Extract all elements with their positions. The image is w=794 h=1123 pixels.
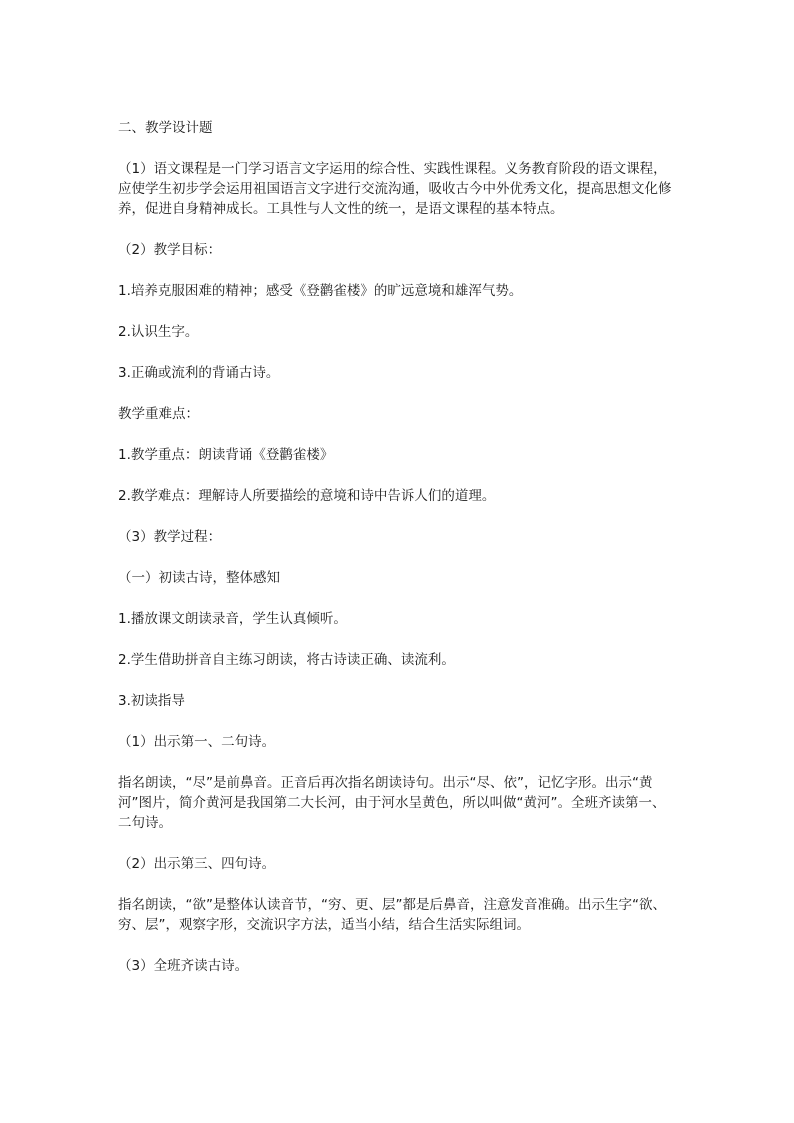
- paragraph-key-points-title: 教学重难点：: [118, 406, 199, 422]
- paragraph-sub-2-title: （2）出示第三、四句诗。: [118, 856, 276, 872]
- paragraph-step-2: 2.学生借助拼音自主练习朗读，将古诗读正确、读流利。: [118, 652, 455, 668]
- paragraph-objective-3: 3.正确或流利的背诵古诗。: [118, 365, 280, 381]
- paragraph-course-nature: （1）语文课程是一门学习语言文字运用的综合性、实践性课程。义务教育阶段的语文课程，应使学生初步学会运用祖国语言文字进行交流沟通，吸收古今中外优秀文化，提高思想文化修养，促进自身精神成长。工具性与人文性的统一，是语文课程的基本特点。: [118, 161, 672, 217]
- paragraph-difficult-point: 2.教学难点：理解诗人所要描绘的意境和诗中告诉人们的道理。: [118, 488, 496, 504]
- paragraph-objectives-title: （2）教学目标：: [118, 242, 222, 258]
- paragraph-sub-3-title: （3）全班齐读古诗。: [118, 958, 249, 974]
- document-body: [118, 118, 678, 997]
- paragraph-step-3: 3.初读指导: [118, 693, 185, 709]
- paragraph-sub-1-title: （1）出示第一、二句诗。: [118, 734, 276, 750]
- paragraph-key-point: 1.教学重点：朗读背诵《登鹳雀楼》: [118, 447, 334, 463]
- section-heading: 二、教学设计题: [118, 120, 213, 136]
- paragraph-process-title: （3）教学过程：: [118, 529, 222, 545]
- paragraph-stage-1-title: （一）初读古诗，整体感知: [118, 570, 280, 586]
- paragraph-objective-1: 1.培养克服困难的精神；感受《登鹳雀楼》的旷远意境和雄浑气势。: [118, 283, 523, 299]
- paragraph-objective-2: 2.认识生字。: [118, 324, 199, 340]
- paragraph-sub-1-body: 指名朗读，“尽”是前鼻音。正音后再次指名朗读诗句。出示“尽、依”，记忆字形。出示“黄河”图片，简介黄河是我国第二大长河，由于河水呈黄色，所以叫做“黄河”。全班齐读第一、二句诗。: [118, 775, 666, 831]
- paragraph-sub-2-body: 指名朗读，“欲”是整体认读音节，“穷、更、层”都是后鼻音，注意发音准确。出示生字“欲、穷、层”，观察字形，交流识字方法，适当小结，结合生活实际组词。: [118, 897, 666, 933]
- paragraph-step-1: 1.播放课文朗读录音，学生认真倾听。: [118, 611, 347, 627]
